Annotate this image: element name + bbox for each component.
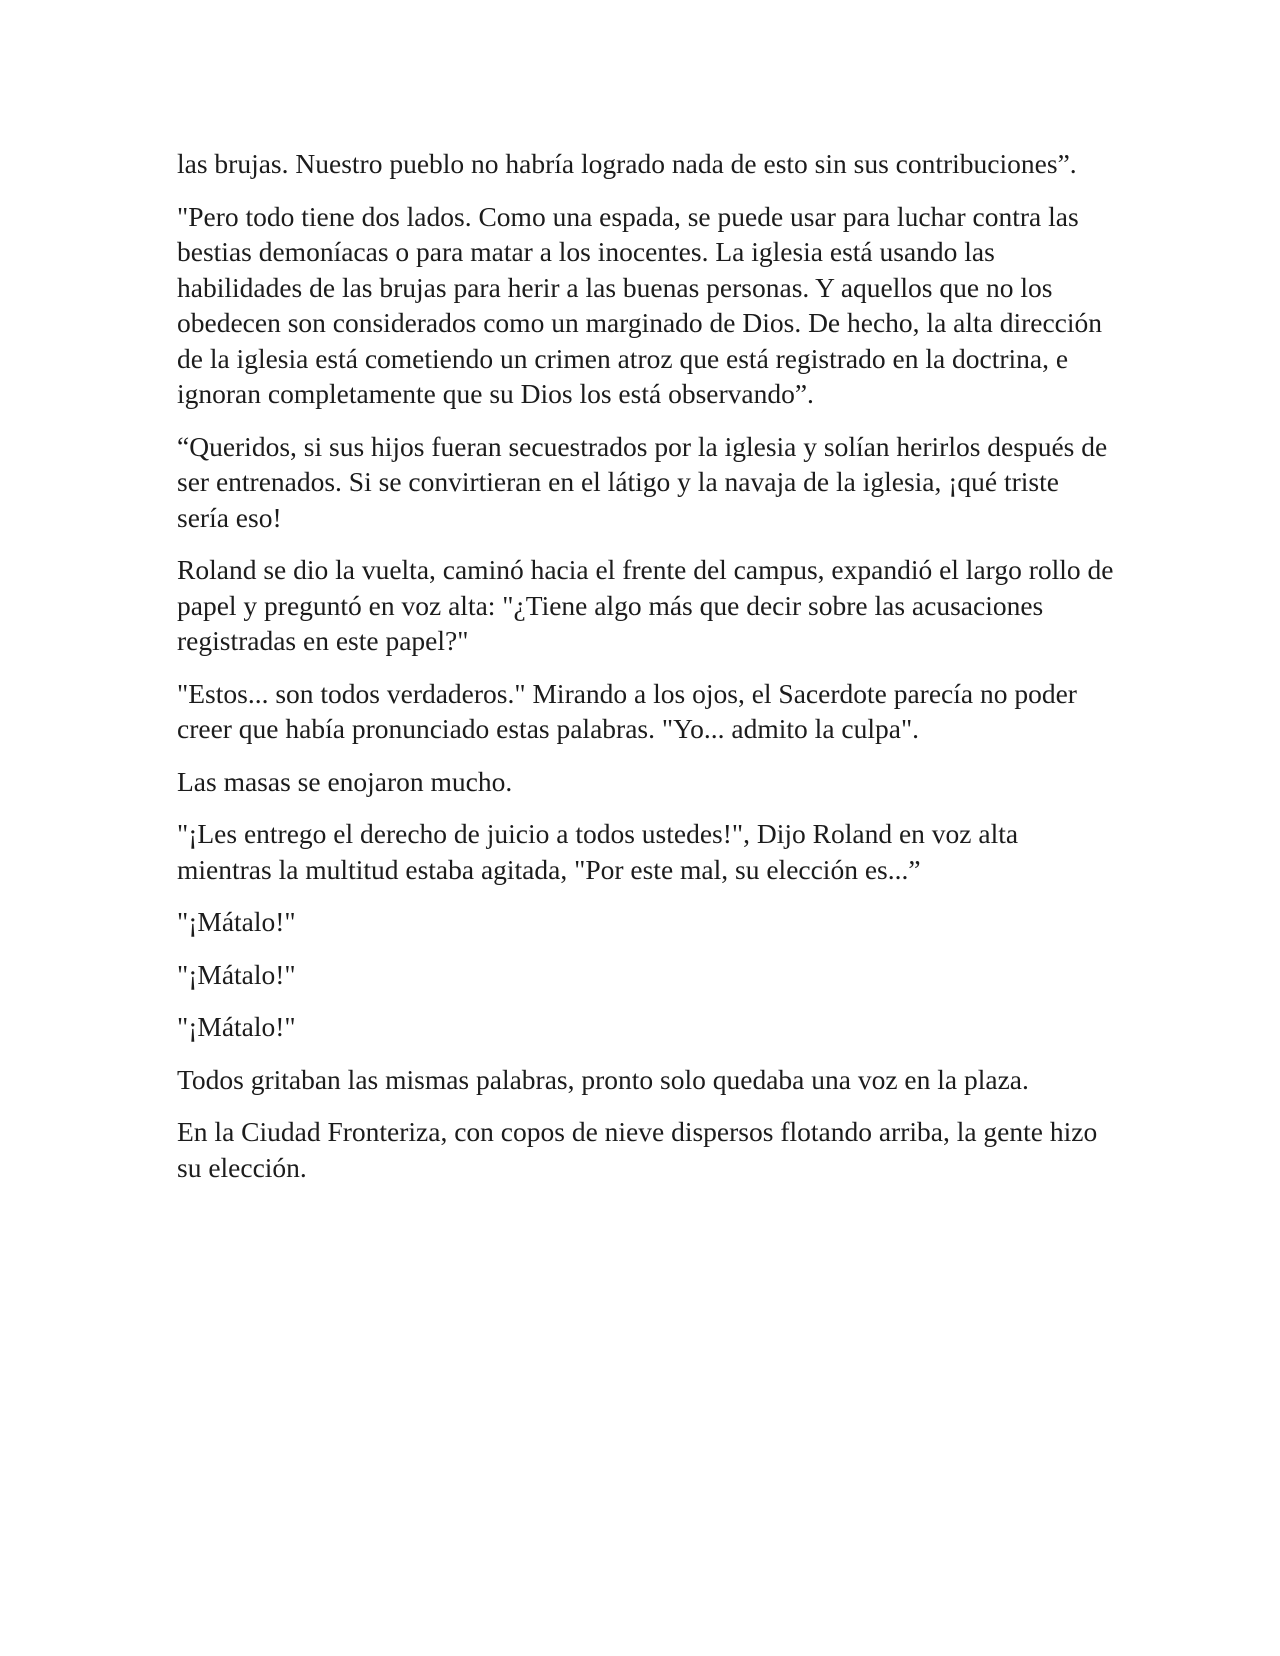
paragraph-10: "¡Mátalo!": [177, 1011, 296, 1042]
paragraph-7: "¡Les entrego el derecho de juicio a todos ustedes!", Dijo Roland en voz alta mientras la multitud estaba agitada, "Por este mal, su elección es...”: [177, 818, 1019, 885]
paragraph-6: Las masas se enojaron mucho.: [177, 765, 513, 797]
paragraph-9: "¡Mátalo!": [177, 958, 296, 990]
paragraph-8: "¡Mátalo!": [177, 906, 296, 937]
paragraph-2: "Pero todo tiene dos lados. Como una espada, se puede usar para luchar contra las bestias demoníacas o para matar a los inocentes. La iglesia está usando las habilidades de las brujas para herir a las buenas personas. Y aquellos que no los obedecen son considerados como un marginado de Dios. De hecho, la alta dirección de la iglesia está cometiendo un crimen atroz que está registrado en la doctrina, e ignoran completamente que su Dios los está observando”.: [177, 200, 1103, 409]
paragraph-11: Todos gritaban las mismas palabras, pronto solo quedaba una voz en la plaza.: [177, 1063, 1029, 1095]
paragraph-5: "Estos... son todos verdaderos." Mirando a los ojos, el Sacerdote parecía no poder creer que había pronunciado estas palabras. "Yo... admito la culpa".: [177, 677, 1077, 744]
document-body: [177, 146, 1117, 1202]
paragraph-3: “Queridos, si sus hijos fueran secuestrados por la iglesia y solían herirlos después de ser entrenados. Si se convirtieran en el látigo y la navaja de la iglesia, ¡qué triste sería eso!: [177, 430, 1108, 533]
paragraph-4: Roland se dio la vuelta, caminó hacia el frente del campus, expandió el largo rollo de papel y preguntó en voz alta: "¿Tiene algo más que decir sobre las acusaciones registradas en este papel?": [177, 554, 1114, 656]
paragraph-12: En la Ciudad Fronteriza, con copos de nieve dispersos flotando arriba, la gente hizo su elección.: [177, 1116, 1098, 1183]
paragraph-1: las brujas. Nuestro pueblo no habría logrado nada de esto sin sus contribuciones”.: [177, 148, 1077, 179]
